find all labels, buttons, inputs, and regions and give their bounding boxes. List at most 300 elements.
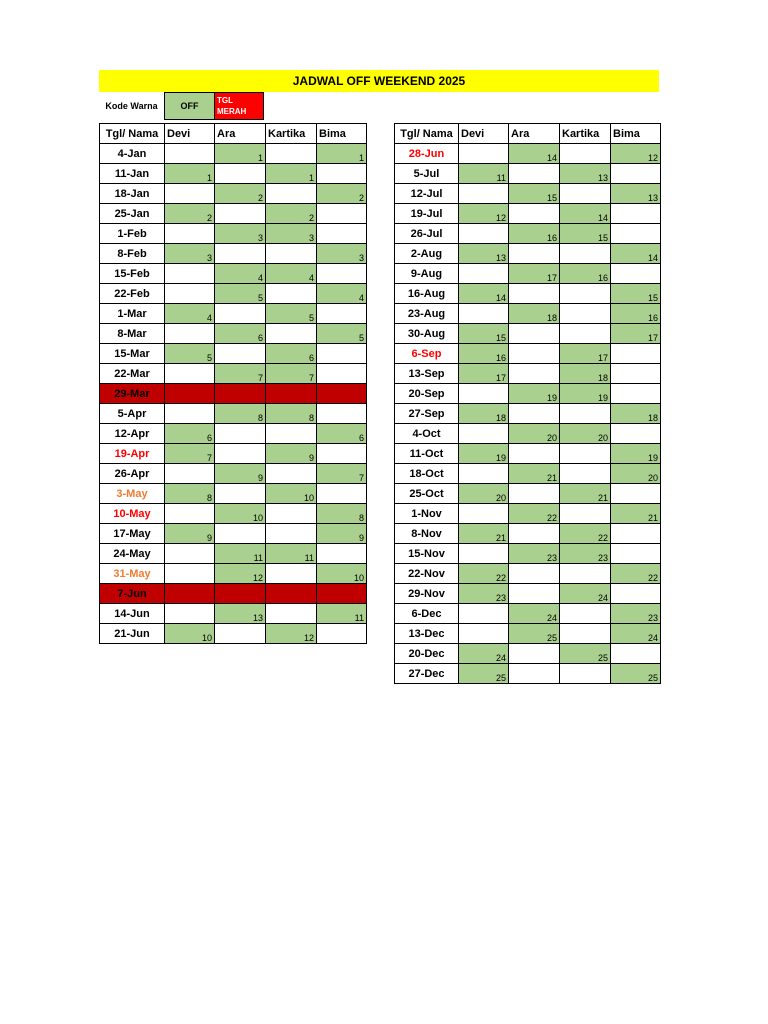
date-cell: 19-Apr xyxy=(100,444,165,464)
date-cell: 21-Jun xyxy=(100,624,165,644)
off-count-cell: 11 xyxy=(317,604,367,624)
off-count-cell: 22 xyxy=(459,564,509,584)
header-bima: Bima xyxy=(317,124,367,144)
off-count-cell: 2 xyxy=(266,204,317,224)
off-count-cell xyxy=(215,624,266,644)
off-count-cell: 8 xyxy=(215,404,266,424)
header-date: Tgl/ Nama xyxy=(100,124,165,144)
off-count-cell: 19 xyxy=(459,444,509,464)
table-row xyxy=(395,664,661,684)
date-cell: 26-Jul xyxy=(395,224,459,244)
date-cell: 8-Nov xyxy=(395,524,459,544)
off-count-cell: 6 xyxy=(317,424,367,444)
table-row xyxy=(395,164,661,184)
off-count-cell xyxy=(560,464,611,484)
date-cell: 27-Dec xyxy=(395,664,459,684)
table-row xyxy=(100,284,367,304)
table-row xyxy=(395,504,661,524)
legend-label: Kode Warna xyxy=(105,101,158,111)
date-cell: 8-Mar xyxy=(100,324,165,344)
off-count-cell xyxy=(266,524,317,544)
table-row xyxy=(395,344,661,364)
off-count-cell xyxy=(459,144,509,164)
table-row xyxy=(100,624,367,644)
off-count-cell: 1 xyxy=(317,144,367,164)
off-count-cell xyxy=(317,164,367,184)
off-count-cell xyxy=(165,184,215,204)
off-count-cell: 23 xyxy=(560,544,611,564)
date-cell: 6-Dec xyxy=(395,604,459,624)
off-count-cell xyxy=(560,504,611,524)
off-count-cell: 16 xyxy=(611,304,661,324)
header-devi: Devi xyxy=(459,124,509,144)
off-count-cell: 11 xyxy=(266,544,317,564)
off-count-cell: 5 xyxy=(165,344,215,364)
off-count-cell: 25 xyxy=(611,664,661,684)
table-row xyxy=(100,424,367,444)
off-count-cell xyxy=(459,624,509,644)
table-row xyxy=(395,264,661,284)
table-row xyxy=(100,464,367,484)
off-count-cell: 14 xyxy=(509,144,560,164)
off-count-cell: 9 xyxy=(165,524,215,544)
table-row xyxy=(395,144,661,164)
off-count-cell xyxy=(215,524,266,544)
date-cell: 15-Nov xyxy=(395,544,459,564)
date-cell: 22-Nov xyxy=(395,564,459,584)
off-count-cell xyxy=(509,524,560,544)
date-cell: 13-Dec xyxy=(395,624,459,644)
off-count-cell: 24 xyxy=(560,584,611,604)
date-cell: 3-May xyxy=(100,484,165,504)
table-row xyxy=(395,244,661,264)
header-bima: Bima xyxy=(611,124,661,144)
off-count-cell: 8 xyxy=(165,484,215,504)
date-cell: 24-May xyxy=(100,544,165,564)
off-count-cell xyxy=(317,544,367,564)
off-count-cell xyxy=(509,204,560,224)
off-count-cell: 18 xyxy=(560,364,611,384)
off-count-cell: 7 xyxy=(266,364,317,384)
date-cell: 22-Mar xyxy=(100,364,165,384)
table-row xyxy=(100,364,367,384)
off-count-cell xyxy=(317,204,367,224)
off-count-cell xyxy=(509,364,560,384)
off-count-cell xyxy=(317,304,367,324)
off-count-cell: 19 xyxy=(509,384,560,404)
date-cell: 1-Mar xyxy=(100,304,165,324)
table-row xyxy=(100,304,367,324)
off-count-cell xyxy=(560,184,611,204)
off-count-cell: 11 xyxy=(215,544,266,564)
off-count-cell xyxy=(165,264,215,284)
off-count-cell xyxy=(317,404,367,424)
off-count-cell xyxy=(266,464,317,484)
off-count-cell: 14 xyxy=(611,244,661,264)
table-row xyxy=(100,404,367,424)
table-row xyxy=(395,224,661,244)
off-count-cell: 21 xyxy=(560,484,611,504)
date-cell: 27-Sep xyxy=(395,404,459,424)
off-count-cell: 13 xyxy=(611,184,661,204)
date-cell: 28-Jun xyxy=(395,144,459,164)
off-count-cell: 17 xyxy=(611,324,661,344)
off-count-cell xyxy=(560,444,611,464)
off-count-cell: 16 xyxy=(459,344,509,364)
off-count-cell: 5 xyxy=(215,284,266,304)
off-count-cell xyxy=(165,144,215,164)
table-row xyxy=(100,324,367,344)
off-count-cell xyxy=(266,564,317,584)
off-count-cell xyxy=(459,384,509,404)
off-count-cell: 6 xyxy=(215,324,266,344)
off-count-cell: 20 xyxy=(560,424,611,444)
date-cell: 12-Jul xyxy=(395,184,459,204)
off-count-cell: 18 xyxy=(611,404,661,424)
off-count-cell xyxy=(560,284,611,304)
off-count-cell: 20 xyxy=(459,484,509,504)
off-count-cell xyxy=(509,244,560,264)
off-count-cell xyxy=(560,624,611,644)
header-devi: Devi xyxy=(165,124,215,144)
table-row xyxy=(395,204,661,224)
off-count-cell: 16 xyxy=(509,224,560,244)
date-cell: 17-May xyxy=(100,524,165,544)
table-row xyxy=(395,524,661,544)
off-count-cell xyxy=(215,244,266,264)
off-count-cell: 2 xyxy=(215,184,266,204)
off-count-cell xyxy=(165,284,215,304)
off-count-cell xyxy=(165,604,215,624)
off-count-cell: 13 xyxy=(560,164,611,184)
off-count-cell: 6 xyxy=(266,344,317,364)
date-cell: 16-Aug xyxy=(395,284,459,304)
off-count-cell xyxy=(459,184,509,204)
off-count-cell: 21 xyxy=(459,524,509,544)
table-row xyxy=(100,524,367,544)
off-count-cell xyxy=(266,324,317,344)
schedule-table-left xyxy=(99,123,367,644)
off-count-cell: 1 xyxy=(215,144,266,164)
off-count-cell xyxy=(509,324,560,344)
table-row xyxy=(100,444,367,464)
table-row xyxy=(395,324,661,344)
off-count-cell xyxy=(165,384,215,404)
off-count-cell xyxy=(560,404,611,424)
header-ara: Ara xyxy=(215,124,266,144)
table-row xyxy=(100,604,367,624)
off-count-cell xyxy=(509,344,560,364)
date-cell: 25-Jan xyxy=(100,204,165,224)
off-count-cell xyxy=(611,644,661,664)
off-count-cell xyxy=(560,144,611,164)
off-count-cell: 6 xyxy=(165,424,215,444)
date-cell: 26-Apr xyxy=(100,464,165,484)
date-cell: 23-Aug xyxy=(395,304,459,324)
date-cell: 20-Sep xyxy=(395,384,459,404)
off-count-cell xyxy=(560,604,611,624)
off-count-cell xyxy=(509,404,560,424)
table-row xyxy=(395,304,661,324)
off-count-cell xyxy=(509,584,560,604)
date-cell: 12-Apr xyxy=(100,424,165,444)
off-count-cell xyxy=(165,504,215,524)
table-row xyxy=(100,144,367,164)
off-count-cell xyxy=(611,344,661,364)
table-row xyxy=(100,484,367,504)
off-count-cell: 20 xyxy=(611,464,661,484)
table-row xyxy=(100,184,367,204)
schedule-table-right xyxy=(394,123,661,684)
off-count-cell xyxy=(317,584,367,604)
table-row xyxy=(100,204,367,224)
date-cell: 10-May xyxy=(100,504,165,524)
table-row xyxy=(100,344,367,364)
off-count-cell xyxy=(611,584,661,604)
table-row xyxy=(395,424,661,444)
off-count-cell: 22 xyxy=(509,504,560,524)
date-cell: 11-Jan xyxy=(100,164,165,184)
table-row xyxy=(395,464,661,484)
off-count-cell: 24 xyxy=(509,604,560,624)
date-cell: 29-Nov xyxy=(395,584,459,604)
off-count-cell: 22 xyxy=(611,564,661,584)
off-count-cell: 5 xyxy=(317,324,367,344)
off-count-cell xyxy=(560,324,611,344)
color-legend xyxy=(99,92,264,120)
off-count-cell: 23 xyxy=(459,584,509,604)
off-count-cell: 4 xyxy=(165,304,215,324)
off-count-cell xyxy=(611,544,661,564)
off-count-cell xyxy=(165,364,215,384)
table-row xyxy=(395,444,661,464)
date-cell: 2-Aug xyxy=(395,244,459,264)
table-row xyxy=(395,584,661,604)
off-count-cell xyxy=(611,224,661,244)
table-row xyxy=(395,284,661,304)
off-count-cell: 13 xyxy=(459,244,509,264)
off-count-cell: 10 xyxy=(317,564,367,584)
off-count-cell xyxy=(317,484,367,504)
off-count-cell xyxy=(317,264,367,284)
off-count-cell: 15 xyxy=(459,324,509,344)
legend-red-date-swatch: TGL MERAH xyxy=(215,92,264,120)
date-cell: 9-Aug xyxy=(395,264,459,284)
off-count-cell xyxy=(215,484,266,504)
header-kartika: Kartika xyxy=(266,124,317,144)
off-count-cell: 24 xyxy=(459,644,509,664)
off-count-cell xyxy=(317,344,367,364)
off-count-cell xyxy=(266,424,317,444)
off-count-cell xyxy=(317,224,367,244)
off-count-cell xyxy=(459,304,509,324)
off-count-cell: 25 xyxy=(560,644,611,664)
date-cell: 20-Dec xyxy=(395,644,459,664)
table-row xyxy=(100,504,367,524)
off-count-cell: 23 xyxy=(611,604,661,624)
table-row xyxy=(100,584,367,604)
off-count-cell: 3 xyxy=(165,244,215,264)
off-count-cell: 10 xyxy=(266,484,317,504)
off-count-cell xyxy=(611,384,661,404)
off-count-cell: 17 xyxy=(560,344,611,364)
off-count-cell: 19 xyxy=(611,444,661,464)
date-cell: 7-Jun xyxy=(100,584,165,604)
off-count-cell xyxy=(459,264,509,284)
off-count-cell: 3 xyxy=(317,244,367,264)
page-title: JADWAL OFF WEEKEND 2025 xyxy=(99,70,659,92)
off-count-cell: 19 xyxy=(560,384,611,404)
date-cell: 30-Aug xyxy=(395,324,459,344)
date-cell: 4-Oct xyxy=(395,424,459,444)
off-count-cell: 14 xyxy=(560,204,611,224)
off-count-cell xyxy=(165,464,215,484)
off-count-cell: 3 xyxy=(266,224,317,244)
off-count-cell xyxy=(509,284,560,304)
off-count-cell xyxy=(165,404,215,424)
off-count-cell: 12 xyxy=(611,144,661,164)
off-count-cell: 25 xyxy=(509,624,560,644)
off-count-cell: 21 xyxy=(611,504,661,524)
off-count-cell xyxy=(215,584,266,604)
table-row xyxy=(395,544,661,564)
off-count-cell: 2 xyxy=(317,184,367,204)
off-count-cell xyxy=(611,364,661,384)
off-count-cell xyxy=(459,504,509,524)
table-row xyxy=(395,184,661,204)
off-count-cell xyxy=(165,324,215,344)
off-count-cell: 1 xyxy=(266,164,317,184)
header-ara: Ara xyxy=(509,124,560,144)
off-count-cell xyxy=(266,504,317,524)
off-count-cell xyxy=(266,284,317,304)
off-count-cell xyxy=(215,164,266,184)
off-count-cell xyxy=(560,664,611,684)
off-count-cell xyxy=(611,424,661,444)
off-count-cell xyxy=(266,604,317,624)
date-cell: 11-Oct xyxy=(395,444,459,464)
off-count-cell: 15 xyxy=(560,224,611,244)
table-row xyxy=(100,384,367,404)
table-row xyxy=(100,264,367,284)
off-count-cell xyxy=(611,164,661,184)
off-count-cell: 5 xyxy=(266,304,317,324)
date-cell: 19-Jul xyxy=(395,204,459,224)
table-row xyxy=(395,384,661,404)
table-row xyxy=(395,484,661,504)
off-count-cell: 10 xyxy=(165,624,215,644)
off-count-cell: 3 xyxy=(215,224,266,244)
off-count-cell xyxy=(509,664,560,684)
table-row xyxy=(395,404,661,424)
off-count-cell xyxy=(459,464,509,484)
off-count-cell: 1 xyxy=(165,164,215,184)
table-row xyxy=(100,164,367,184)
off-count-cell xyxy=(266,244,317,264)
table-row xyxy=(395,624,661,644)
off-count-cell: 4 xyxy=(215,264,266,284)
off-count-cell xyxy=(560,304,611,324)
off-count-cell: 18 xyxy=(509,304,560,324)
off-count-cell xyxy=(215,444,266,464)
date-cell: 8-Feb xyxy=(100,244,165,264)
header-kartika: Kartika xyxy=(560,124,611,144)
off-count-cell xyxy=(215,204,266,224)
off-count-cell: 4 xyxy=(266,264,317,284)
off-count-cell: 17 xyxy=(459,364,509,384)
off-count-cell xyxy=(266,384,317,404)
date-cell: 6-Sep xyxy=(395,344,459,364)
off-count-cell xyxy=(165,584,215,604)
off-count-cell: 7 xyxy=(165,444,215,464)
date-cell: 13-Sep xyxy=(395,364,459,384)
date-cell: 4-Jan xyxy=(100,144,165,164)
table-row xyxy=(100,544,367,564)
off-count-cell: 21 xyxy=(509,464,560,484)
off-count-cell: 8 xyxy=(317,504,367,524)
off-count-cell: 15 xyxy=(611,284,661,304)
off-count-cell xyxy=(266,584,317,604)
table-row xyxy=(100,224,367,244)
off-count-cell xyxy=(317,364,367,384)
date-cell: 18-Oct xyxy=(395,464,459,484)
off-count-cell xyxy=(215,304,266,324)
off-count-cell xyxy=(317,444,367,464)
off-count-cell: 24 xyxy=(611,624,661,644)
date-cell: 22-Feb xyxy=(100,284,165,304)
off-count-cell: 2 xyxy=(165,204,215,224)
off-count-cell xyxy=(611,524,661,544)
off-count-cell: 22 xyxy=(560,524,611,544)
off-count-cell: 9 xyxy=(266,444,317,464)
off-count-cell xyxy=(509,484,560,504)
off-count-cell: 25 xyxy=(459,664,509,684)
off-count-cell: 13 xyxy=(215,604,266,624)
off-count-cell xyxy=(317,624,367,644)
table-row xyxy=(100,244,367,264)
off-count-cell: 20 xyxy=(509,424,560,444)
off-count-cell xyxy=(215,344,266,364)
off-count-cell: 14 xyxy=(459,284,509,304)
date-cell: 5-Jul xyxy=(395,164,459,184)
off-count-cell xyxy=(266,144,317,164)
off-count-cell xyxy=(509,564,560,584)
off-count-cell: 10 xyxy=(215,504,266,524)
off-count-cell: 9 xyxy=(317,524,367,544)
off-count-cell: 18 xyxy=(459,404,509,424)
table-row xyxy=(100,564,367,584)
header-date: Tgl/ Nama xyxy=(395,124,459,144)
off-count-cell: 12 xyxy=(266,624,317,644)
off-count-cell xyxy=(560,244,611,264)
off-count-cell xyxy=(165,544,215,564)
off-count-cell: 15 xyxy=(509,184,560,204)
date-cell: 29-Mar xyxy=(100,384,165,404)
off-count-cell xyxy=(611,204,661,224)
off-count-cell xyxy=(509,644,560,664)
off-count-cell: 12 xyxy=(215,564,266,584)
date-cell: 18-Jan xyxy=(100,184,165,204)
table-row xyxy=(395,644,661,664)
date-cell: 15-Mar xyxy=(100,344,165,364)
date-cell: 25-Oct xyxy=(395,484,459,504)
off-count-cell xyxy=(611,484,661,504)
off-count-cell: 16 xyxy=(560,264,611,284)
off-count-cell xyxy=(215,424,266,444)
date-cell: 14-Jun xyxy=(100,604,165,624)
off-count-cell xyxy=(459,224,509,244)
off-count-cell: 11 xyxy=(459,164,509,184)
